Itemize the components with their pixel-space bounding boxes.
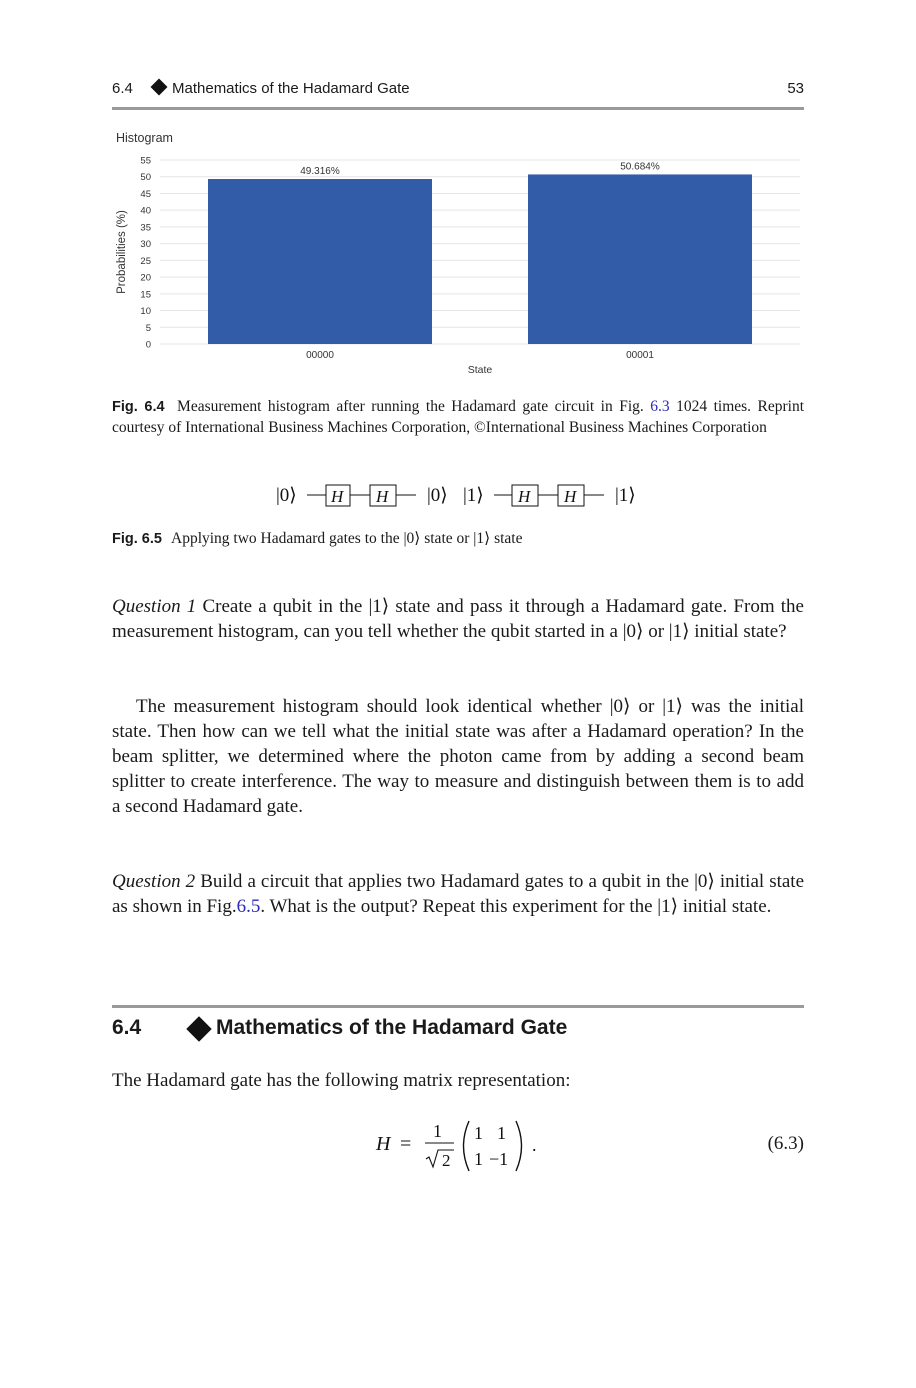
question-1	[112, 594, 804, 644]
equation-equals: =	[400, 1133, 412, 1155]
y-tick-label: 25	[140, 255, 151, 267]
equation-lhs: H	[376, 1133, 391, 1155]
section-heading	[112, 1013, 804, 1045]
question-2-text-b: . What is the output? Repeat this experiment for the |1⟩ initial state.	[260, 896, 772, 917]
equation-period: .	[532, 1135, 537, 1155]
right-circuit-input: |1⟩	[463, 485, 484, 506]
left-gate-2-label: H	[376, 487, 389, 506]
bar-value-label: 49.316%	[300, 166, 340, 178]
bar-value-label: 50.684%	[620, 161, 660, 173]
equation-number: (6.3)	[767, 1133, 804, 1154]
matrix-a12: 1	[497, 1123, 506, 1143]
x-tick-label: 00000	[306, 350, 334, 361]
circuit-diagram	[270, 480, 650, 510]
y-tick-label: 10	[140, 306, 151, 318]
running-header	[112, 78, 804, 102]
right-paren-icon	[516, 1121, 522, 1171]
right-circuit-output: |1⟩	[615, 485, 636, 506]
right-gate-2-label: H	[564, 487, 577, 506]
hadamard-matrix-equation	[372, 1115, 572, 1177]
bar	[208, 179, 432, 344]
header-rule	[112, 107, 804, 110]
section-number: 6.4	[112, 1016, 142, 1039]
figure-6-5-caption	[112, 529, 804, 550]
x-tick-label: 00001	[626, 350, 654, 361]
question-2-label: Question 2	[112, 871, 196, 892]
running-header-title: Mathematics of the Hadamard Gate	[172, 80, 410, 97]
running-header-section: 6.4	[112, 80, 133, 97]
right-gate-1-label: H	[518, 487, 531, 506]
y-tick-label: 15	[140, 289, 151, 301]
question-2-text-a: Build a circuit that applies two Hadamard gates to a qubit in the |0⟩ initial state as shown in Fig.	[112, 871, 805, 917]
matrix-a22: −1	[489, 1149, 509, 1169]
y-tick-label: 20	[140, 272, 151, 284]
bar	[528, 174, 752, 344]
y-tick-label: 45	[140, 188, 151, 200]
left-circuit-input: |0⟩	[276, 485, 297, 506]
matrix-a21: 1	[474, 1149, 483, 1169]
chart-title: Histogram	[116, 131, 173, 145]
y-tick-label: 0	[145, 339, 151, 351]
question-2	[112, 869, 804, 919]
page-number: 53	[787, 80, 804, 97]
question-1-label: Question 1	[112, 596, 197, 617]
figure-6-3-link[interactable]: 6.3	[650, 398, 670, 415]
equation-6-3	[372, 1115, 804, 1177]
body-paragraph-2: The Hadamard gate has the following matrix representation:	[112, 1070, 571, 1091]
left-circuit-output: |0⟩	[427, 485, 448, 506]
matrix-a11: 1	[474, 1123, 483, 1143]
y-tick-label: 30	[140, 239, 151, 251]
y-tick-label: 40	[140, 205, 151, 217]
y-tick-label: 5	[145, 322, 151, 334]
radicand: 2	[442, 1151, 451, 1170]
section-rule	[112, 1005, 804, 1008]
y-axis-label: Probabilities (%)	[116, 210, 128, 294]
figure-6-4-text-b: 1024 times. Reprint courtesy of International Business Machines Corporation, ©International Business Machines Corporation	[112, 398, 805, 436]
question-1-text: Create a qubit in the |1⟩ state and pass it through a Hadamard gate. From the measurement histogram, can you tell whether the qubit started in a |0⟩ or |1⟩ initial state?	[112, 596, 804, 642]
figure-6-4-caption	[112, 397, 804, 438]
histogram-chart	[110, 128, 810, 380]
figure-6-4-label: Fig. 6.4	[112, 399, 165, 415]
section-title: Mathematics of the Hadamard Gate	[216, 1016, 568, 1039]
y-tick-label: 35	[140, 222, 151, 234]
diamond-icon	[186, 1016, 211, 1041]
figure-6-4-text-a: Measurement histogram after running the Hadamard gate circuit in Fig.	[177, 398, 644, 415]
figure-6-5-text: Applying two Hadamard gates to the |0⟩ state or |1⟩ state	[171, 530, 523, 547]
y-tick-label: 55	[140, 155, 151, 167]
left-gate-1-label: H	[331, 487, 344, 506]
y-tick-label: 50	[140, 172, 151, 184]
figure-6-5-link[interactable]: 6.5	[236, 896, 261, 917]
diamond-icon	[151, 79, 168, 96]
figure-6-5-label: Fig. 6.5	[112, 531, 162, 547]
x-axis-label: State	[467, 364, 493, 376]
left-paren-icon	[464, 1121, 470, 1171]
fraction-numerator: 1	[433, 1121, 442, 1141]
body-paragraph-1: The measurement histogram should look identical whether |0⟩ or |1⟩ was the initial state. Then how can we tell what the initial state was after a Hadamard operation? In the beam splitter, we determined where the photon came from by adding a second beam splitter to create interference. The way to measure and distinguish between them is to add a second Hadamard gate.	[112, 696, 804, 817]
